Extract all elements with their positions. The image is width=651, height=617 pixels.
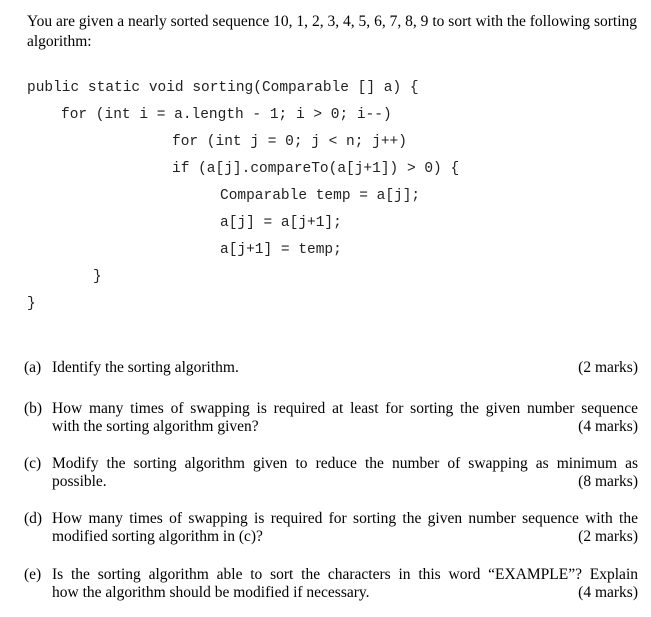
question-b: [24, 400, 638, 436]
code-line: public static void sorting(Comparable [] a) {: [27, 80, 419, 96]
question-letter: (d): [24, 510, 43, 527]
question-c: [24, 455, 638, 491]
question-line: How many times of swapping is required for sorting the given number sequence with the: [52, 510, 638, 527]
question-line: Is the sorting algorithm able to sort the characters in this word “EXAMPLE”? Explain: [52, 566, 638, 583]
question-second-row: [52, 473, 638, 491]
question-letter: (c): [24, 455, 42, 472]
question-text: [52, 359, 638, 377]
code-line: for (int i = a.length - 1; i > 0; i--): [61, 107, 392, 123]
question-letter: (e): [24, 566, 42, 583]
code-line: a[j] = a[j+1];: [220, 215, 342, 231]
question-letter: (a): [24, 359, 42, 376]
question-line: with the sorting algorithm given?: [52, 418, 259, 435]
question-line: modified sorting algorithm in (c)?: [52, 528, 263, 545]
question-line: Identify the sorting algorithm.: [52, 359, 239, 376]
question-marks: (4 marks): [578, 418, 638, 435]
code-line: if (a[j].compareTo(a[j+1]) > 0) {: [172, 161, 460, 177]
code-line: a[j+1] = temp;: [220, 242, 342, 258]
question-a: [24, 359, 638, 377]
question-line: How many times of swapping is required at least for sorting the given number sequence: [52, 400, 638, 417]
question-line: Modify the sorting algorithm given to reduce the number of swapping as minimum as: [52, 455, 638, 472]
question-second-row: [52, 418, 638, 436]
question-marks: (2 marks): [578, 359, 638, 376]
question-line: possible.: [52, 473, 107, 490]
question-e: [24, 566, 638, 602]
code-line: for (int j = 0; j < n; j++): [172, 134, 407, 150]
question-second-row: [52, 584, 638, 602]
question-line: how the algorithm should be modified if necessary.: [52, 584, 370, 601]
intro-paragraph: You are given a nearly sorted sequence 10, 1, 2, 3, 4, 5, 6, 7, 8, 9 to sort with the following sorting algorithm:: [27, 13, 637, 50]
question-second-row: [52, 528, 638, 546]
code-line: Comparable temp = a[j];: [220, 188, 421, 204]
question-marks: (4 marks): [578, 584, 638, 601]
question-marks: (8 marks): [578, 473, 638, 490]
code-line: }: [93, 269, 102, 285]
question-d: [24, 510, 638, 546]
question-marks: (2 marks): [578, 528, 638, 545]
code-line: }: [27, 296, 36, 312]
question-letter: (b): [24, 400, 43, 417]
